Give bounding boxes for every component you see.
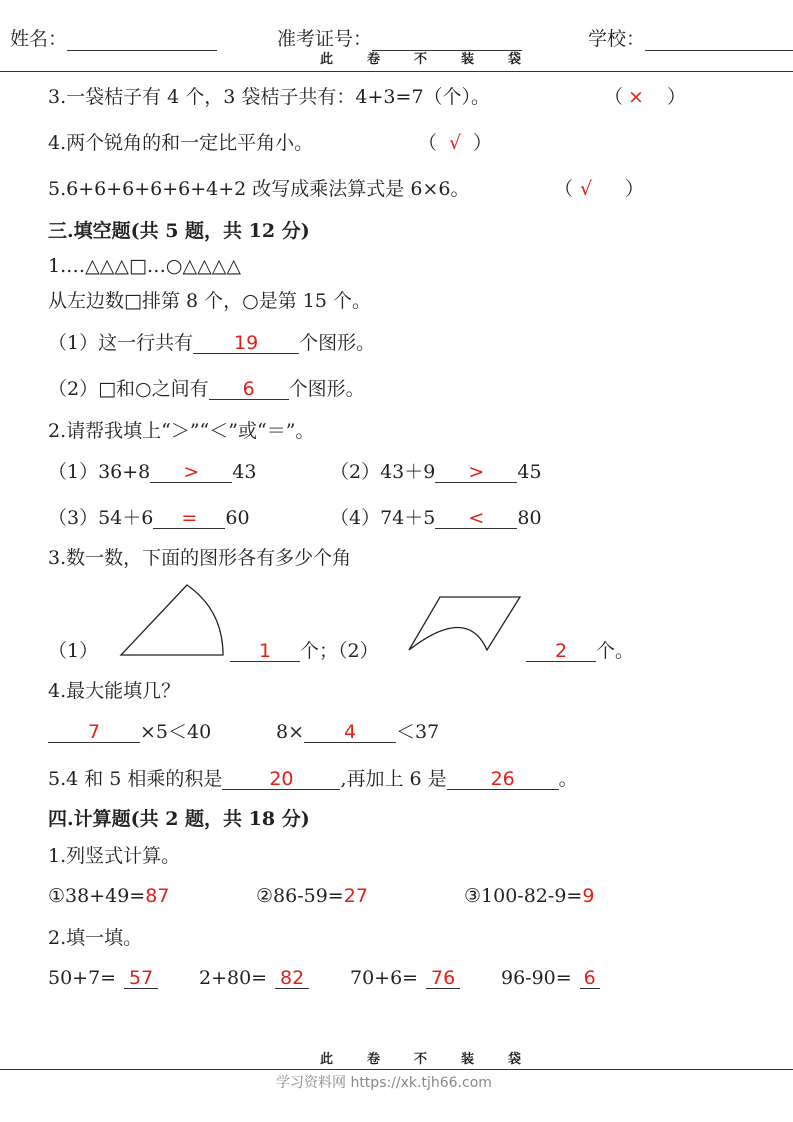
judge-q4-answer: √	[448, 132, 462, 154]
s3-q1-b-post: 个图形。	[288, 378, 365, 400]
judge-q3-answer-box	[604, 85, 686, 109]
s3-q3-b-post: 个。	[596, 640, 635, 662]
s3-q1-desc: 从左边数□排第 8 个，○是第 15 个。	[48, 290, 371, 312]
judge-q4-text: 4.两个锐角的和一定比平角小。	[48, 132, 314, 154]
s3-q5-mid: ,再加上 6 是	[340, 768, 447, 790]
s3-q1-a-text: （1）这一行共有	[48, 332, 194, 354]
paren-close: ）	[625, 178, 645, 200]
s3-q3-b-answer: 2	[526, 641, 596, 662]
s3-q2-3-post: 60	[225, 507, 250, 529]
s3-q4-a	[48, 720, 211, 744]
seal-char: 此	[320, 1052, 334, 1067]
name-field-row	[10, 24, 217, 51]
seal-text-bottom	[320, 1048, 555, 1067]
judge-q3-text: 3.一袋桔子有 4 个，3 袋桔子共有：4+3=7（个）。	[48, 86, 491, 108]
paren-open: （	[418, 132, 438, 154]
s3-q2-item-2	[330, 460, 542, 484]
seal-char: 卷	[367, 1052, 381, 1067]
judge-q5-answer: √	[579, 178, 593, 200]
s4-q1-item-1	[48, 884, 169, 908]
s3-q2-1-pre: （1）36+8	[48, 461, 151, 483]
s3-q1-b	[48, 377, 365, 401]
judge-q4-answer-box	[418, 131, 492, 155]
header-divider	[0, 71, 793, 72]
judge-q5	[48, 177, 469, 201]
s3-q2-3-answer: =	[153, 508, 225, 529]
s3-q1-a	[48, 331, 375, 355]
s3-q3-title: 3.数一数，下面的图形各有多少个角	[48, 547, 352, 569]
s4-q1-item-2	[256, 884, 368, 908]
school-label: 学校：	[588, 28, 646, 50]
judge-q3-answer: ×	[628, 86, 644, 108]
s4-q2-2-answer: 82	[275, 968, 309, 989]
s3-q1-shapes: 1.…△△△□…○△△△△	[48, 255, 241, 277]
s3-q2-item-4	[330, 506, 542, 530]
s3-q1-a-answer: 19	[193, 333, 299, 354]
paren-open: （	[554, 178, 574, 200]
s4-q1-title: 1.列竖式计算。	[48, 845, 181, 867]
s3-q3-b	[526, 639, 634, 663]
s3-q2-1-answer: >	[150, 462, 232, 483]
paren-close: ）	[667, 86, 687, 108]
s3-q4-a-answer: 7	[48, 722, 140, 743]
s4-q1-2-answer: 27	[343, 885, 368, 907]
s4-q1-1-expr: ①38+49=	[48, 885, 146, 907]
section3-title: 三.填空题(共 5 题，共 12 分)	[48, 220, 310, 242]
s4-q2-4-expr: 96-90=	[501, 967, 572, 989]
s3-q5	[48, 767, 578, 791]
footer-source: 学习资料网 https://xk.tjh66.com	[276, 1075, 492, 1091]
s3-q4-b	[276, 720, 439, 744]
paren-close: ）	[473, 132, 493, 154]
s3-q1-b-answer: 6	[209, 379, 289, 400]
seal-char: 袋	[508, 52, 522, 67]
s4-q2-title: 2.填一填。	[48, 927, 143, 949]
s3-q2-4-post: 80	[517, 507, 542, 529]
s4-q2-item-2	[199, 966, 309, 990]
seal-text-top	[320, 48, 555, 67]
s4-q1-1-answer: 87	[145, 885, 170, 907]
s3-q5-answer-1: 20	[222, 769, 340, 790]
sector-shape	[121, 585, 223, 655]
footer-divider	[0, 1069, 793, 1070]
s3-q4-b-answer: 4	[304, 722, 396, 743]
seal-char: 不	[414, 1052, 428, 1067]
s4-q2-4-answer: 6	[580, 968, 600, 989]
school-input-line[interactable]	[645, 30, 793, 51]
s3-q4-b-post: ＜37	[396, 721, 440, 743]
s3-q4-title: 4.最大能填几？	[48, 680, 181, 702]
s4-q2-2-expr: 2+80=	[199, 967, 268, 989]
seal-char: 不	[414, 52, 428, 67]
school-row	[588, 24, 793, 51]
s3-q3-a-post: 个；（2）	[300, 640, 379, 662]
curved-quad-shape	[409, 597, 520, 650]
s3-q3-a-label: （1）	[48, 640, 99, 662]
s4-q2-3-answer: 76	[426, 968, 460, 989]
seal-char: 袋	[508, 1052, 522, 1067]
s3-q2-title: 2.请帮我填上“＞”“＜”或“＝”。	[48, 420, 315, 442]
s4-q2-3-expr: 70+6=	[350, 967, 419, 989]
s4-q2-item-1	[48, 966, 158, 990]
name-input-line[interactable]	[67, 30, 217, 51]
paren-open: （	[604, 86, 624, 108]
exam-number-label: 准考证号：	[277, 28, 373, 50]
seal-char: 装	[461, 1052, 475, 1067]
section4-title: 四.计算题(共 2 题，共 18 分)	[48, 808, 310, 830]
s3-q5-answer-2: 26	[447, 769, 559, 790]
s4-q2-1-answer: 57	[124, 968, 158, 989]
s3-q4-a-post: ×5＜40	[140, 721, 212, 743]
s3-q5-pre: 5.4 和 5 相乘的积是	[48, 768, 223, 790]
s3-q2-4-answer: <	[435, 508, 517, 529]
curved-quad-figure	[405, 590, 525, 655]
judge-q3	[48, 85, 490, 109]
name-label: 姓名：	[10, 28, 68, 50]
seal-char: 装	[461, 52, 475, 67]
s4-q1-2-expr: ②86-59=	[256, 885, 344, 907]
s3-q4-b-pre: 8×	[276, 721, 305, 743]
s4-q1-3-expr: ③100-82-9=	[464, 885, 583, 907]
s3-q1-b-text: （2）□和○之间有	[48, 378, 209, 400]
s3-q3-a-answer: 1	[230, 641, 300, 662]
judge-q5-text: 5.6+6+6+6+6+4+2 改写成乘法算式是 6×6。	[48, 178, 470, 200]
s3-q2-3-pre: （3）54＋6	[48, 507, 154, 529]
seal-char: 此	[320, 52, 334, 67]
s3-q2-item-3	[48, 506, 250, 530]
s3-q1-a-post: 个图形。	[299, 332, 376, 354]
sector-shape-figure	[115, 580, 230, 660]
s3-q5-post: 。	[558, 768, 578, 790]
s3-q3-answers	[230, 639, 379, 663]
seal-char: 卷	[367, 52, 381, 67]
s4-q2-item-3	[350, 966, 460, 990]
s4-q2-1-expr: 50+7=	[48, 967, 117, 989]
exam-number-row	[277, 24, 522, 51]
s3-q2-2-answer: >	[435, 462, 517, 483]
judge-q4	[48, 131, 313, 155]
s4-q1-3-answer: 9	[582, 885, 595, 907]
s3-q2-2-post: 45	[517, 461, 542, 483]
s4-q2-item-4	[501, 966, 600, 990]
s3-q2-1-post: 43	[232, 461, 257, 483]
s4-q1-item-3	[464, 884, 594, 908]
s3-q2-2-pre: （2）43＋9	[330, 461, 436, 483]
s3-q2-item-1	[48, 460, 256, 484]
s3-q2-4-pre: （4）74＋5	[330, 507, 436, 529]
judge-q5-answer-box	[554, 177, 644, 201]
